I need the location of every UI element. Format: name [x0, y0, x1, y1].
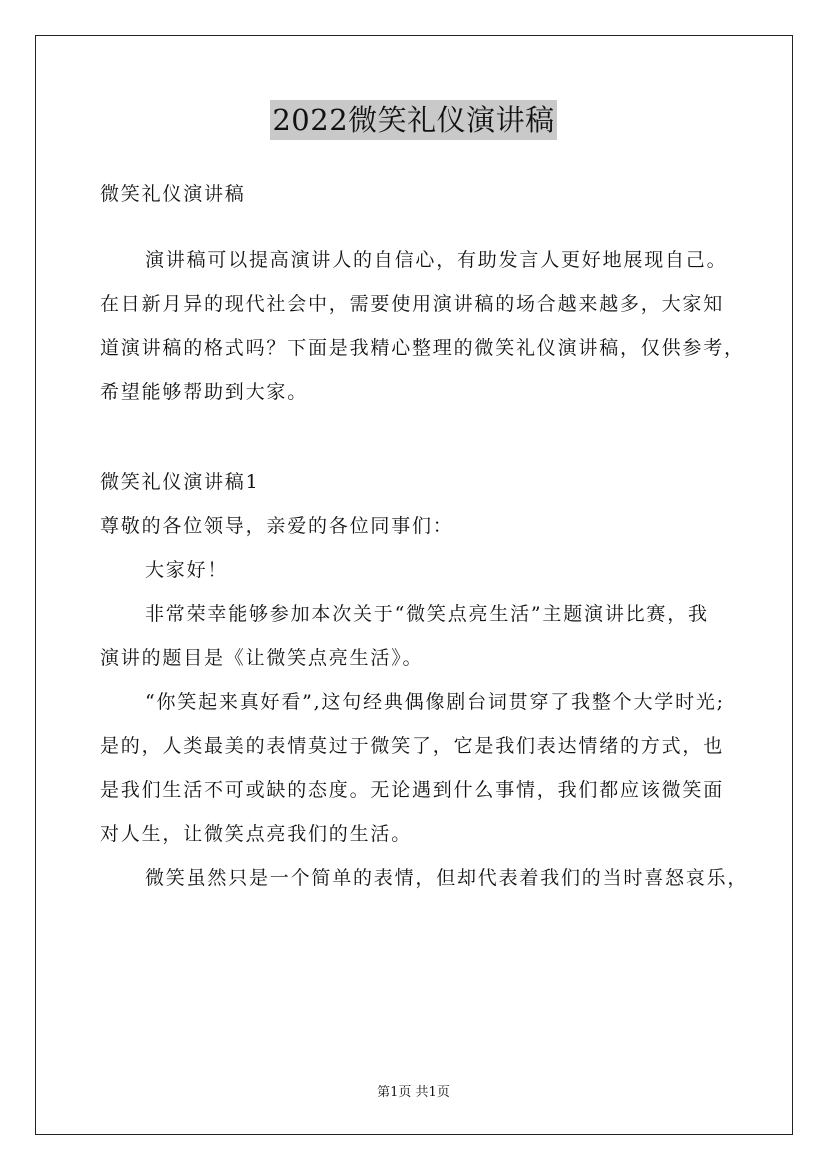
section-heading: 微笑礼仪演讲稿1	[100, 471, 260, 493]
spacer	[100, 414, 740, 460]
paragraph-line: 非常荣幸能够参加本次关于“微笑点亮生活”主题演讲比赛，我	[145, 603, 709, 625]
spacer	[100, 216, 740, 238]
paragraph-line: 是我们生活不可或缺的态度。无论遇到什么事情，我们都应该微笑面	[100, 779, 725, 801]
paragraph-line: 对人生，让微笑点亮我们的生活。	[100, 823, 413, 845]
intro-line: 希望能够帮助到大家。	[100, 381, 309, 403]
greeting: 大家好！	[145, 559, 229, 581]
paragraph-line: 是的，人类最美的表情莫过于微笑了，它是我们表达情绪的方式，也	[100, 735, 725, 757]
intro-line: 演讲稿可以提高演讲人的自信心，有助发言人更好地展现自己。	[145, 249, 728, 271]
paragraph-line: 演讲的题目是《让微笑点亮生活》。	[100, 647, 424, 669]
document-body	[100, 172, 749, 900]
salutation: 尊敬的各位领导，亲爱的各位同事们：	[100, 515, 454, 537]
paragraph-line: “你笑起来真好看”,这句经典偶像剧台词贯穿了我整个大学时光;	[145, 691, 725, 713]
title-container	[0, 100, 827, 140]
subtitle: 微笑礼仪演讲稿	[100, 183, 246, 205]
page-footer: 第1页 共1页	[377, 1085, 450, 1100]
paragraph-line: 微笑虽然只是一个简单的表情，但却代表着我们的当时喜怒哀乐，	[145, 867, 749, 889]
intro-line: 道演讲稿的格式吗？下面是我精心整理的微笑礼仪演讲稿，仅供参考，	[100, 337, 745, 359]
document-title: 2022微笑礼仪演讲稿	[270, 100, 556, 140]
intro-line: 在日新月异的现代社会中，需要使用演讲稿的场合越来越多，大家知	[100, 293, 725, 315]
